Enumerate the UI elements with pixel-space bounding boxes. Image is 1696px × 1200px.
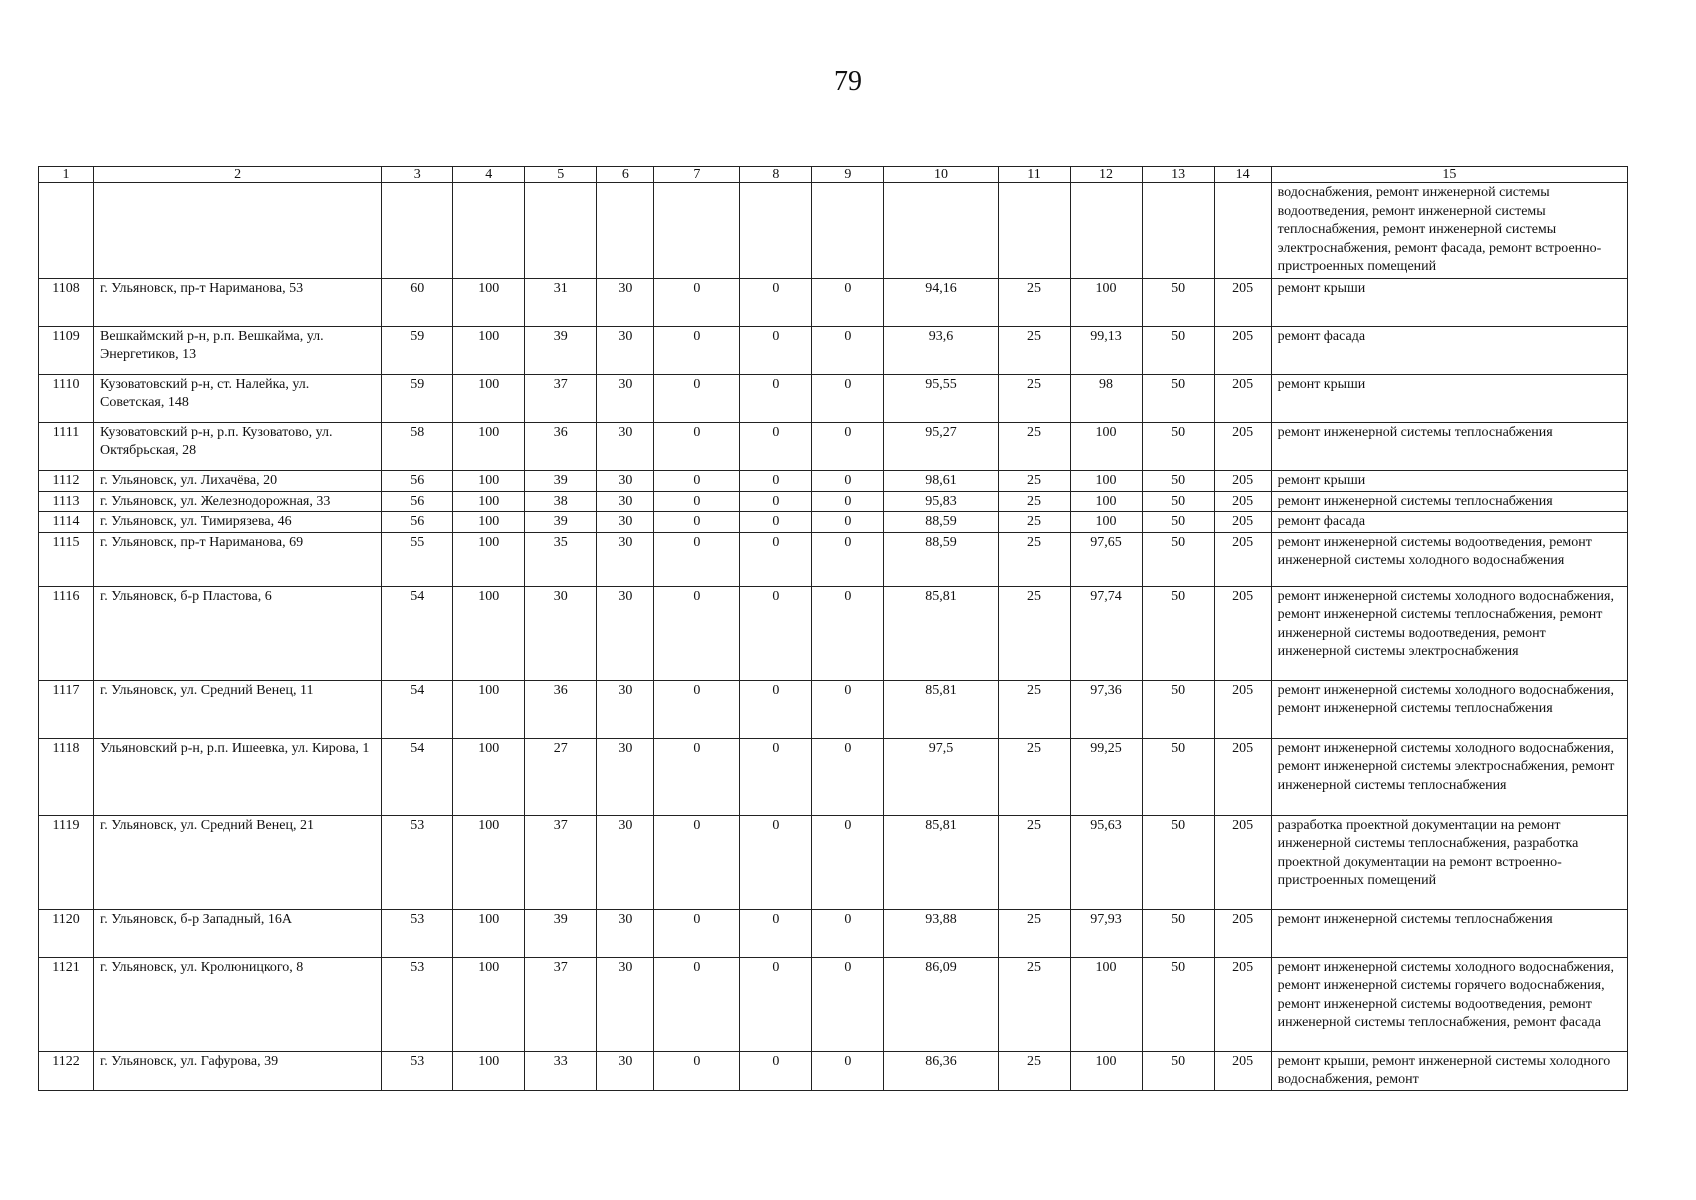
address-cell: г. Ульяновск, пр-т Нариманова, 69	[94, 532, 382, 586]
row-number-cell: 1119	[39, 815, 94, 909]
value-cell: 0	[654, 512, 740, 533]
value-cell: 55	[382, 532, 453, 586]
table-row	[39, 815, 1628, 909]
value-cell: 100	[453, 423, 525, 471]
table-cell	[94, 183, 382, 279]
value-cell: 86,09	[884, 957, 998, 1051]
value-cell: 0	[740, 815, 812, 909]
value-cell: 30	[597, 279, 654, 327]
value-cell: 0	[740, 532, 812, 586]
value-cell: 56	[382, 512, 453, 533]
row-number-cell: 1118	[39, 738, 94, 815]
value-cell: 205	[1214, 279, 1271, 327]
value-cell: 37	[525, 815, 597, 909]
value-cell: 30	[597, 512, 654, 533]
value-cell: 25	[998, 957, 1070, 1051]
value-cell: 56	[382, 471, 453, 492]
value-cell: 0	[812, 512, 884, 533]
value-cell: 100	[453, 327, 525, 375]
value-cell: 86,36	[884, 1051, 998, 1090]
value-cell: 53	[382, 909, 453, 957]
value-cell: 205	[1214, 815, 1271, 909]
value-cell: 0	[740, 491, 812, 512]
value-cell: 93,6	[884, 327, 998, 375]
value-cell: 205	[1214, 423, 1271, 471]
value-cell: 0	[740, 375, 812, 423]
work-description-cell: ремонт крыши	[1271, 375, 1627, 423]
col-header: 14	[1214, 167, 1271, 183]
register-table-container	[38, 166, 1628, 1091]
table-cell	[1214, 183, 1271, 279]
value-cell: 100	[1070, 491, 1142, 512]
col-header: 2	[94, 167, 382, 183]
value-cell: 205	[1214, 375, 1271, 423]
value-cell: 205	[1214, 532, 1271, 586]
address-cell: Кузоватовский р-н, ст. Налейка, ул. Советская, 148	[94, 375, 382, 423]
value-cell: 25	[998, 375, 1070, 423]
register-table	[38, 166, 1628, 1091]
value-cell: 50	[1142, 909, 1214, 957]
table-cell	[654, 183, 740, 279]
col-header: 7	[654, 167, 740, 183]
value-cell: 0	[654, 491, 740, 512]
table-row	[39, 586, 1628, 680]
value-cell: 0	[740, 680, 812, 738]
value-cell: 39	[525, 512, 597, 533]
work-description-cell: ремонт инженерной системы холодного водоснабжения, ремонт инженерной системы теплоснабжения, ремонт инженерной системы водоотведения, ремонт инженерной системы электроснабжения	[1271, 586, 1627, 680]
value-cell: 85,81	[884, 815, 998, 909]
value-cell: 205	[1214, 327, 1271, 375]
table-cell	[453, 183, 525, 279]
value-cell: 0	[812, 423, 884, 471]
header-row	[39, 167, 1628, 183]
col-header: 1	[39, 167, 94, 183]
table-cell	[740, 183, 812, 279]
work-description-cell: ремонт инженерной системы холодного водоснабжения, ремонт инженерной системы теплоснабжения	[1271, 680, 1627, 738]
address-cell: г. Ульяновск, б-р Пластова, 6	[94, 586, 382, 680]
value-cell: 0	[812, 327, 884, 375]
value-cell: 97,36	[1070, 680, 1142, 738]
value-cell: 25	[998, 532, 1070, 586]
table-row	[39, 1051, 1628, 1090]
value-cell: 59	[382, 327, 453, 375]
value-cell: 100	[453, 738, 525, 815]
value-cell: 99,25	[1070, 738, 1142, 815]
value-cell: 0	[654, 586, 740, 680]
value-cell: 54	[382, 586, 453, 680]
value-cell: 95,55	[884, 375, 998, 423]
value-cell: 100	[453, 471, 525, 492]
address-cell: г. Ульяновск, б-р Западный, 16А	[94, 909, 382, 957]
table-body	[39, 183, 1628, 1091]
value-cell: 85,81	[884, 680, 998, 738]
value-cell: 50	[1142, 586, 1214, 680]
col-header: 13	[1142, 167, 1214, 183]
value-cell: 50	[1142, 491, 1214, 512]
value-cell: 25	[998, 491, 1070, 512]
value-cell: 0	[654, 909, 740, 957]
value-cell: 0	[812, 738, 884, 815]
value-cell: 100	[453, 532, 525, 586]
value-cell: 0	[812, 1051, 884, 1090]
work-description-cell: ремонт инженерной системы теплоснабжения	[1271, 491, 1627, 512]
table-cell	[39, 183, 94, 279]
row-number-cell: 1108	[39, 279, 94, 327]
address-cell: г. Ульяновск, ул. Кролюницкого, 8	[94, 957, 382, 1051]
value-cell: 0	[812, 375, 884, 423]
value-cell: 50	[1142, 738, 1214, 815]
value-cell: 0	[740, 423, 812, 471]
value-cell: 60	[382, 279, 453, 327]
value-cell: 100	[453, 491, 525, 512]
value-cell: 0	[812, 957, 884, 1051]
value-cell: 30	[597, 1051, 654, 1090]
value-cell: 93,88	[884, 909, 998, 957]
value-cell: 100	[1070, 1051, 1142, 1090]
value-cell: 0	[740, 738, 812, 815]
value-cell: 95,83	[884, 491, 998, 512]
table-row	[39, 512, 1628, 533]
value-cell: 0	[654, 532, 740, 586]
row-number-cell: 1109	[39, 327, 94, 375]
work-description-cell: ремонт инженерной системы теплоснабжения	[1271, 423, 1627, 471]
value-cell: 25	[998, 512, 1070, 533]
value-cell: 36	[525, 423, 597, 471]
value-cell: 0	[740, 957, 812, 1051]
value-cell: 50	[1142, 375, 1214, 423]
work-description-cell: ремонт крыши	[1271, 279, 1627, 327]
value-cell: 0	[740, 1051, 812, 1090]
value-cell: 100	[1070, 512, 1142, 533]
table-cell	[382, 183, 453, 279]
value-cell: 53	[382, 815, 453, 909]
value-cell: 100	[453, 957, 525, 1051]
value-cell: 33	[525, 1051, 597, 1090]
value-cell: 39	[525, 471, 597, 492]
value-cell: 30	[525, 586, 597, 680]
table-cell	[1142, 183, 1214, 279]
table-row	[39, 909, 1628, 957]
table-row	[39, 738, 1628, 815]
value-cell: 25	[998, 680, 1070, 738]
value-cell: 50	[1142, 471, 1214, 492]
value-cell: 205	[1214, 738, 1271, 815]
value-cell: 30	[597, 375, 654, 423]
value-cell: 56	[382, 491, 453, 512]
value-cell: 205	[1214, 680, 1271, 738]
value-cell: 30	[597, 815, 654, 909]
value-cell: 205	[1214, 909, 1271, 957]
work-description-cell: разработка проектной документации на ремонт инженерной системы теплоснабжения, разработка проектной документации на ремонт встроенно-пристроенных помещений	[1271, 815, 1627, 909]
value-cell: 50	[1142, 327, 1214, 375]
value-cell: 0	[654, 471, 740, 492]
value-cell: 0	[654, 957, 740, 1051]
row-number-cell: 1115	[39, 532, 94, 586]
value-cell: 0	[654, 423, 740, 471]
value-cell: 99,13	[1070, 327, 1142, 375]
value-cell: 100	[1070, 279, 1142, 327]
address-cell: г. Ульяновск, ул. Тимирязева, 46	[94, 512, 382, 533]
value-cell: 100	[1070, 423, 1142, 471]
value-cell: 0	[654, 375, 740, 423]
col-header: 4	[453, 167, 525, 183]
table-row	[39, 279, 1628, 327]
value-cell: 0	[812, 491, 884, 512]
value-cell: 50	[1142, 957, 1214, 1051]
col-header: 3	[382, 167, 453, 183]
value-cell: 0	[812, 586, 884, 680]
work-description-cell: ремонт инженерной системы водоотведения, ремонт инженерной системы холодного водоснабжения	[1271, 532, 1627, 586]
work-description-cell: водоснабжения, ремонт инженерной системы водоотведения, ремонт инженерной системы теплоснабжения, ремонт инженерной системы электроснабжения, ремонт фасада, ремонт встроенно-пристроенных помещений	[1271, 183, 1627, 279]
value-cell: 0	[812, 680, 884, 738]
row-number-cell: 1110	[39, 375, 94, 423]
address-cell: Кузоватовский р-н, р.п. Кузоватово, ул. Октябрьская, 28	[94, 423, 382, 471]
value-cell: 88,59	[884, 532, 998, 586]
table-cell	[998, 183, 1070, 279]
value-cell: 0	[654, 738, 740, 815]
value-cell: 0	[654, 279, 740, 327]
value-cell: 39	[525, 909, 597, 957]
table-cell	[597, 183, 654, 279]
value-cell: 100	[453, 1051, 525, 1090]
value-cell: 97,93	[1070, 909, 1142, 957]
value-cell: 0	[740, 909, 812, 957]
value-cell: 100	[453, 512, 525, 533]
value-cell: 25	[998, 738, 1070, 815]
value-cell: 100	[1070, 471, 1142, 492]
row-number-cell: 1122	[39, 1051, 94, 1090]
col-header: 12	[1070, 167, 1142, 183]
value-cell: 27	[525, 738, 597, 815]
value-cell: 37	[525, 957, 597, 1051]
table-cell	[1070, 183, 1142, 279]
value-cell: 30	[597, 423, 654, 471]
value-cell: 25	[998, 586, 1070, 680]
work-description-cell: ремонт инженерной системы холодного водоснабжения, ремонт инженерной системы горячего водоснабжения, ремонт инженерной системы водоотведения, ремонт инженерной системы теплоснабжения, ремонт фасада	[1271, 957, 1627, 1051]
table-row	[39, 471, 1628, 492]
value-cell: 25	[998, 279, 1070, 327]
value-cell: 50	[1142, 815, 1214, 909]
row-number-cell: 1112	[39, 471, 94, 492]
value-cell: 30	[597, 738, 654, 815]
table-cell	[525, 183, 597, 279]
col-header: 10	[884, 167, 998, 183]
value-cell: 100	[453, 815, 525, 909]
address-cell: г. Ульяновск, ул. Гафурова, 39	[94, 1051, 382, 1090]
value-cell: 38	[525, 491, 597, 512]
value-cell: 100	[453, 909, 525, 957]
row-number-cell: 1113	[39, 491, 94, 512]
value-cell: 0	[654, 1051, 740, 1090]
row-number-cell: 1120	[39, 909, 94, 957]
value-cell: 0	[740, 471, 812, 492]
value-cell: 88,59	[884, 512, 998, 533]
value-cell: 58	[382, 423, 453, 471]
value-cell: 0	[654, 815, 740, 909]
work-description-cell: ремонт фасада	[1271, 327, 1627, 375]
address-cell: г. Ульяновск, пр-т Нариманова, 53	[94, 279, 382, 327]
value-cell: 30	[597, 680, 654, 738]
value-cell: 95,63	[1070, 815, 1142, 909]
col-header: 11	[998, 167, 1070, 183]
value-cell: 95,27	[884, 423, 998, 471]
address-cell: г. Ульяновск, ул. Железнодорожная, 33	[94, 491, 382, 512]
value-cell: 0	[812, 815, 884, 909]
value-cell: 30	[597, 957, 654, 1051]
value-cell: 25	[998, 423, 1070, 471]
row-number-cell: 1114	[39, 512, 94, 533]
value-cell: 97,5	[884, 738, 998, 815]
value-cell: 205	[1214, 586, 1271, 680]
value-cell: 205	[1214, 471, 1271, 492]
value-cell: 54	[382, 680, 453, 738]
value-cell: 50	[1142, 512, 1214, 533]
value-cell: 97,74	[1070, 586, 1142, 680]
address-cell: г. Ульяновск, ул. Средний Венец, 21	[94, 815, 382, 909]
value-cell: 100	[453, 375, 525, 423]
value-cell: 0	[812, 909, 884, 957]
col-header: 8	[740, 167, 812, 183]
value-cell: 30	[597, 586, 654, 680]
table-row	[39, 327, 1628, 375]
table-row	[39, 680, 1628, 738]
value-cell: 0	[812, 279, 884, 327]
value-cell: 25	[998, 815, 1070, 909]
work-description-cell: ремонт инженерной системы теплоснабжения	[1271, 909, 1627, 957]
value-cell: 31	[525, 279, 597, 327]
value-cell: 205	[1214, 491, 1271, 512]
value-cell: 0	[812, 471, 884, 492]
value-cell: 98,61	[884, 471, 998, 492]
table-row	[39, 375, 1628, 423]
value-cell: 50	[1142, 532, 1214, 586]
value-cell: 94,16	[884, 279, 998, 327]
value-cell: 30	[597, 327, 654, 375]
address-cell: г. Ульяновск, ул. Средний Венец, 11	[94, 680, 382, 738]
value-cell: 59	[382, 375, 453, 423]
address-cell: Вешкаймский р-н, р.п. Вешкайма, ул. Энергетиков, 13	[94, 327, 382, 375]
col-header: 15	[1271, 167, 1627, 183]
value-cell: 205	[1214, 957, 1271, 1051]
value-cell: 53	[382, 957, 453, 1051]
table-row	[39, 532, 1628, 586]
row-number-cell: 1121	[39, 957, 94, 1051]
value-cell: 30	[597, 532, 654, 586]
value-cell: 100	[1070, 957, 1142, 1051]
value-cell: 205	[1214, 512, 1271, 533]
table-cell	[884, 183, 998, 279]
col-header: 6	[597, 167, 654, 183]
work-description-cell: ремонт инженерной системы холодного водоснабжения, ремонт инженерной системы электроснабжения, ремонт инженерной системы теплоснабжения	[1271, 738, 1627, 815]
table-row	[39, 491, 1628, 512]
value-cell: 97,65	[1070, 532, 1142, 586]
value-cell: 25	[998, 471, 1070, 492]
row-number-cell: 1116	[39, 586, 94, 680]
table-row	[39, 423, 1628, 471]
address-cell: Ульяновский р-н, р.п. Ишеевка, ул. Кирова, 1	[94, 738, 382, 815]
value-cell: 25	[998, 909, 1070, 957]
value-cell: 30	[597, 471, 654, 492]
table-row	[39, 957, 1628, 1051]
value-cell: 100	[453, 279, 525, 327]
value-cell: 25	[998, 327, 1070, 375]
value-cell: 54	[382, 738, 453, 815]
work-description-cell: ремонт крыши, ремонт инженерной системы холодного водоснабжения, ремонт	[1271, 1051, 1627, 1090]
value-cell: 39	[525, 327, 597, 375]
value-cell: 85,81	[884, 586, 998, 680]
value-cell: 0	[654, 327, 740, 375]
value-cell: 50	[1142, 279, 1214, 327]
value-cell: 205	[1214, 1051, 1271, 1090]
continuation-row	[39, 183, 1628, 279]
value-cell: 36	[525, 680, 597, 738]
value-cell: 50	[1142, 423, 1214, 471]
value-cell: 0	[654, 680, 740, 738]
work-description-cell: ремонт крыши	[1271, 471, 1627, 492]
row-number-cell: 1111	[39, 423, 94, 471]
col-header: 9	[812, 167, 884, 183]
address-cell: г. Ульяновск, ул. Лихачёва, 20	[94, 471, 382, 492]
value-cell: 53	[382, 1051, 453, 1090]
col-header: 5	[525, 167, 597, 183]
row-number-cell: 1117	[39, 680, 94, 738]
value-cell: 0	[740, 512, 812, 533]
value-cell: 50	[1142, 680, 1214, 738]
value-cell: 50	[1142, 1051, 1214, 1090]
page-number: 79	[834, 66, 862, 97]
value-cell: 100	[453, 680, 525, 738]
value-cell: 0	[740, 327, 812, 375]
work-description-cell: ремонт фасада	[1271, 512, 1627, 533]
value-cell: 25	[998, 1051, 1070, 1090]
value-cell: 0	[740, 279, 812, 327]
value-cell: 0	[740, 586, 812, 680]
value-cell: 98	[1070, 375, 1142, 423]
value-cell: 30	[597, 909, 654, 957]
value-cell: 100	[453, 586, 525, 680]
table-cell	[812, 183, 884, 279]
value-cell: 37	[525, 375, 597, 423]
value-cell: 35	[525, 532, 597, 586]
value-cell: 30	[597, 491, 654, 512]
value-cell: 0	[812, 532, 884, 586]
